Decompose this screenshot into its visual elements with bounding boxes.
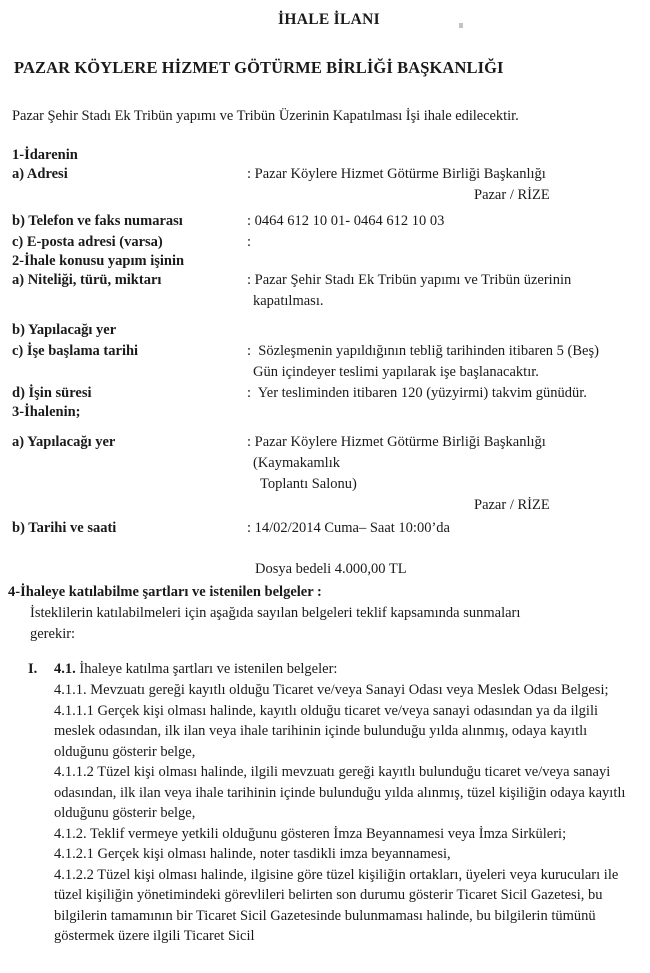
- section-4-intro-line2: gerekir:: [30, 626, 76, 642]
- field-value-tender-place-line2: (Kaymakamlık: [253, 455, 340, 471]
- field-value-tender-datetime: : 14/02/2014 Cuma– Saat 10:00’da: [247, 520, 450, 536]
- field-label-duration: d) İşin süresi: [12, 385, 92, 401]
- field-label-phone: b) Telefon ve faks numarası: [12, 213, 183, 229]
- field-value-tender-place-line3: Toplantı Salonu): [260, 476, 357, 492]
- field-row-start-date: [6, 341, 642, 362]
- clause-paragraph: 4.1.2.2 Tüzel kişi olması halinde, ilgisine göre tüzel kişiliğin ortakları, üyeleri veya kurucuları ile tüzel kişiliğin yönetimindeki görevlileri belirten son durumu gösterir Ticaret Sicil Gazetesi, bu bilgilerin tamamının bir Ticaret Sicil Gazetesinde bulunmaması halinde, bu bilgilerin tümünü göstermek üzere ilgili Ticaret Sicil: [54, 866, 619, 944]
- field-label-email: c) E-posta adresi (varsa): [12, 234, 163, 250]
- list-item-text: [54, 659, 642, 680]
- field-row-work-place: [6, 320, 642, 341]
- page-title: İHALE İLANI: [278, 11, 380, 28]
- field-label-address: a) Adresi: [12, 166, 68, 182]
- field-value-email: :: [247, 234, 252, 250]
- field-label-tender-place: a) Yapılacağı yer: [12, 434, 116, 450]
- clause-paragraph: 4.1.1.2 Tüzel kişi olması halinde, ilgili mevzuatı gereği kayıtlı bulunduğu ticaret ve/veya sanayi odasından, ilk ilan veya ihale tarihinin içinde bulunduğu yılda alınmış, tüzel kişiliğin odaya kayıtlı olduğunu gösterir belge,: [54, 764, 626, 821]
- section-2-heading: 2-İhale konusu yapım işinin: [12, 253, 185, 269]
- field-row-tender-datetime: [6, 518, 642, 539]
- field-value-tender-place-city: Pazar / RİZE: [474, 497, 550, 513]
- list-item-marker: I.: [28, 661, 38, 677]
- field-value-duration: : Yer tesliminden itibaren 120 (yüzyirmi) takvim günüdür.: [247, 385, 587, 401]
- clause-list: [6, 680, 642, 947]
- intro-statement: Pazar Şehir Stadı Ek Tribün yapımı ve Tribün Üzerinin Kapatılması İşi ihale edilecektir.: [12, 108, 519, 124]
- field-label-start-date: c) İşe başlama tarihi: [12, 343, 139, 359]
- field-value-address-city: Pazar / RİZE: [474, 187, 550, 203]
- field-row-nature: [6, 270, 642, 291]
- list-item-number: 4.1.: [54, 661, 76, 677]
- field-label-work-place: b) Yapılacağı yer: [12, 322, 117, 338]
- field-label-tender-datetime: b) Tarihi ve saati: [12, 520, 117, 536]
- field-value-nature-line2: kapatılması.: [253, 293, 324, 309]
- field-value-phone: : 0464 612 10 01- 0464 612 10 03: [247, 213, 445, 229]
- field-value-address: : Pazar Köylere Hizmet Götürme Birliği Başkanlığı: [247, 166, 546, 182]
- field-label-nature: a) Niteliği, türü, miktarı: [12, 272, 162, 288]
- field-row-tender-place: [6, 432, 642, 453]
- clause-paragraph: 4.1.2. Teklif vermeye yetkili olduğunu gösteren İmza Beyannamesi veya İmza Sirküleri;: [54, 825, 567, 842]
- section-4-heading: 4-İhaleye katılabilme şartları ve istenilen belgeler :: [8, 584, 322, 600]
- field-row-phone: [6, 211, 642, 232]
- section-3-heading: 3-İhalenin;: [12, 404, 81, 420]
- scan-artifact-dot: [459, 23, 463, 28]
- field-value-tender-place: : Pazar Köylere Hizmet Götürme Birliği Başkanlığı: [247, 434, 546, 450]
- section-4-intro-line1: İsteklilerin katılabilmeleri için aşağıda sayılan belgeleri teklif kapsamında sunmaları: [30, 605, 521, 621]
- list-item: [6, 659, 642, 680]
- section-1-heading: 1-İdarenin: [12, 147, 78, 163]
- field-value-nature: : Pazar Şehir Stadı Ek Tribün yapımı ve Tribün üzerinin: [247, 272, 572, 288]
- clause-paragraph: 4.1.2.1 Gerçek kişi olması halinde, noter tasdikli imza beyannamesi,: [54, 846, 451, 862]
- field-row-duration: [6, 383, 642, 404]
- list-item-label: İhaleye katılma şartları ve istenilen belgeler:: [75, 661, 338, 677]
- clause-paragraph: 4.1.1. Mevzuatı gereği kayıtlı olduğu Ticaret ve/veya Sanayi Odası veya Meslek Odası Belgesi;: [54, 682, 609, 698]
- file-fee-line: Dosya bedeli 4.000,00 TL: [255, 561, 407, 577]
- clause-paragraph: 4.1.1.1 Gerçek kişi olması halinde, kayıtlı olduğu ticaret ve/veya sanayi odasından ya da ilgili meslek odasından, ilk ilan veya ihale tarihinin içinde bulunduğu yılda alınmış, odaya kayıtlı olduğunu gösterir belge,: [54, 702, 599, 760]
- organization-heading: PAZAR KÖYLERE HİZMET GÖTÜRME BİRLİĞİ BAŞKANLIĞI: [14, 58, 504, 77]
- field-value-start-date-line2: Gün içindeyer teslimi yapılarak işe başlanacaktır.: [253, 364, 539, 380]
- field-row-email: [6, 232, 642, 253]
- field-row-address: [6, 164, 642, 185]
- field-value-start-date: : Sözleşmenin yapıldığının tebliğ tarihinden itibaren 5 (Beş): [247, 343, 599, 359]
- document-page: [0, 11, 650, 973]
